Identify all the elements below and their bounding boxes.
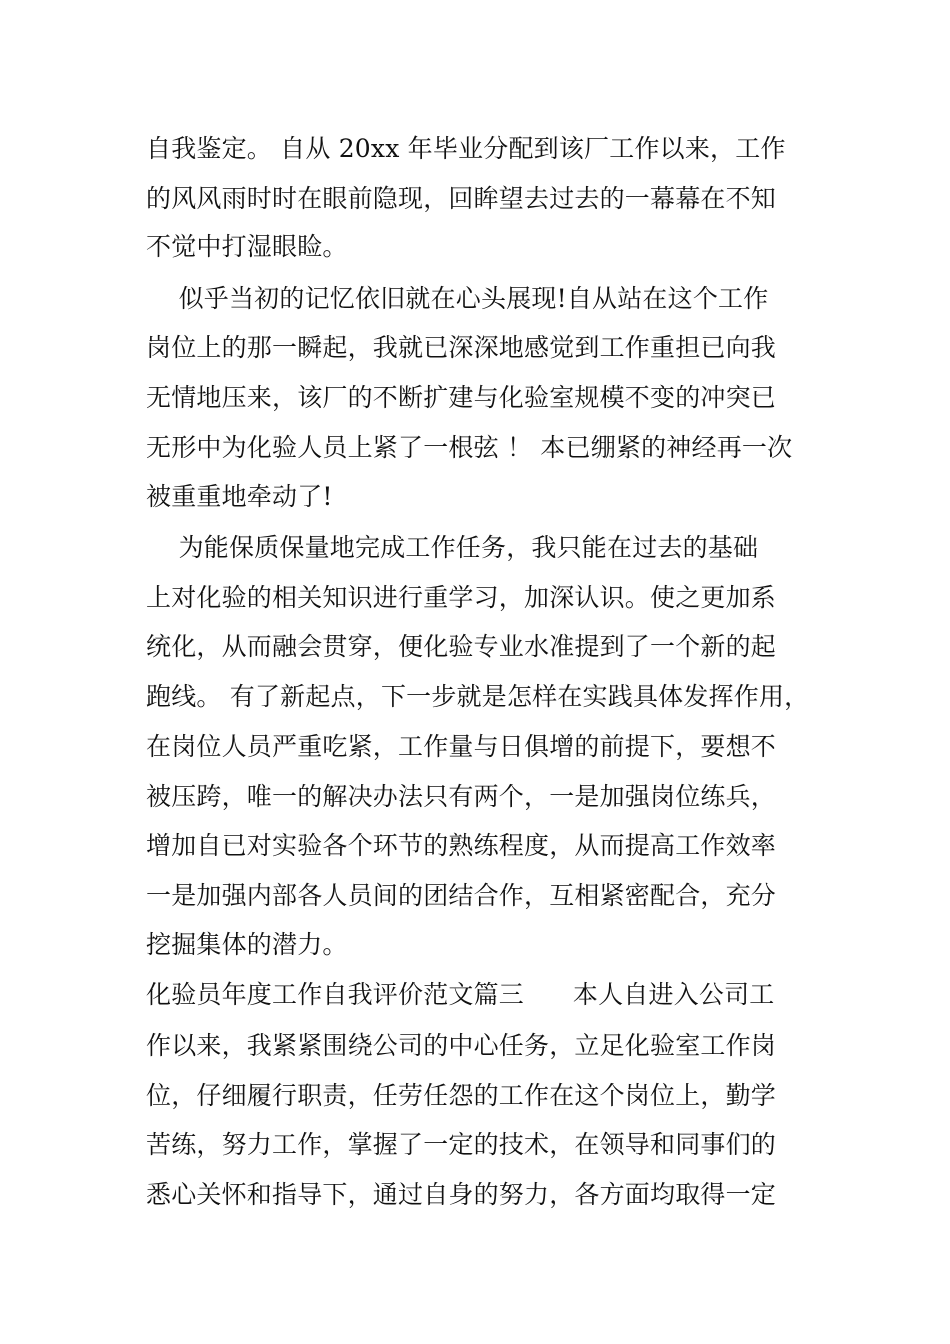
text-line: 被压跨，唯一的解决办法只有两个，一是加强岗位练兵， bbox=[146, 782, 777, 811]
text-line: 悉心关怀和指导下，通过自身的努力，各方面均取得一定 bbox=[146, 1180, 777, 1209]
text-line: 似乎当初的记忆依旧就在心头展现!自从站在这个工作 bbox=[146, 284, 769, 313]
text-line: 无情地压来，该厂的不断扩建与化验室规模不变的冲突已 bbox=[146, 383, 777, 412]
text-line: 在岗位人员严重吃紧，工作量与日俱增的前提下，要想不 bbox=[146, 732, 777, 761]
text-line: 自我鉴定。 自从 20xx 年毕业分配到该厂工作以来，工作 bbox=[146, 134, 786, 163]
text-line: 位，仔细履行职责，任劳任怨的工作在这个岗位上，勤学 bbox=[146, 1081, 777, 1110]
text-line: 挖掘集体的潜力。 bbox=[146, 930, 348, 959]
text-line: 被重重地牵动了! bbox=[146, 482, 333, 511]
text-line: 作以来，我紧紧围绕公司的中心任务，立足化验室工作岗 bbox=[146, 1031, 777, 1060]
text-line: 岗位上的那一瞬起，我就已深深地感觉到工作重担已向我 bbox=[146, 333, 777, 362]
text-line: 苦练，努力工作，掌握了一定的技术，在领导和同事们的 bbox=[146, 1130, 777, 1159]
text-line: 跑线。 有了新起点，下一步就是怎样在实践具体发挥作用， bbox=[146, 682, 810, 711]
text-line: 上对化验的相关知识进行重学习，加深认识。使之更加系 bbox=[146, 583, 777, 612]
text-line: 统化，从而融会贯穿，便化验专业水准提到了一个新的起 bbox=[146, 632, 777, 661]
text-line: 的风风雨时时在眼前隐现，回眸望去过去的一幕幕在不知 bbox=[146, 184, 777, 213]
text-line: 一是加强内部各人员间的团结合作，互相紧密配合，充分 bbox=[146, 881, 777, 910]
text-line: 无形中为化验人员上紧了一根弦 ！ 本已绷紧的神经再一次 bbox=[146, 433, 793, 462]
text-line: 不觉中打湿眼睑。 bbox=[146, 232, 348, 261]
text-line: 增加自已对实验各个环节的熟练程度，从而提高工作效率 bbox=[146, 831, 777, 860]
text-line: 为能保质保量地完成工作任务，我只能在过去的基础 bbox=[146, 533, 759, 562]
section-heading-line: 化验员年度工作自我评价范文篇三 本人自进入公司工 bbox=[146, 980, 775, 1009]
